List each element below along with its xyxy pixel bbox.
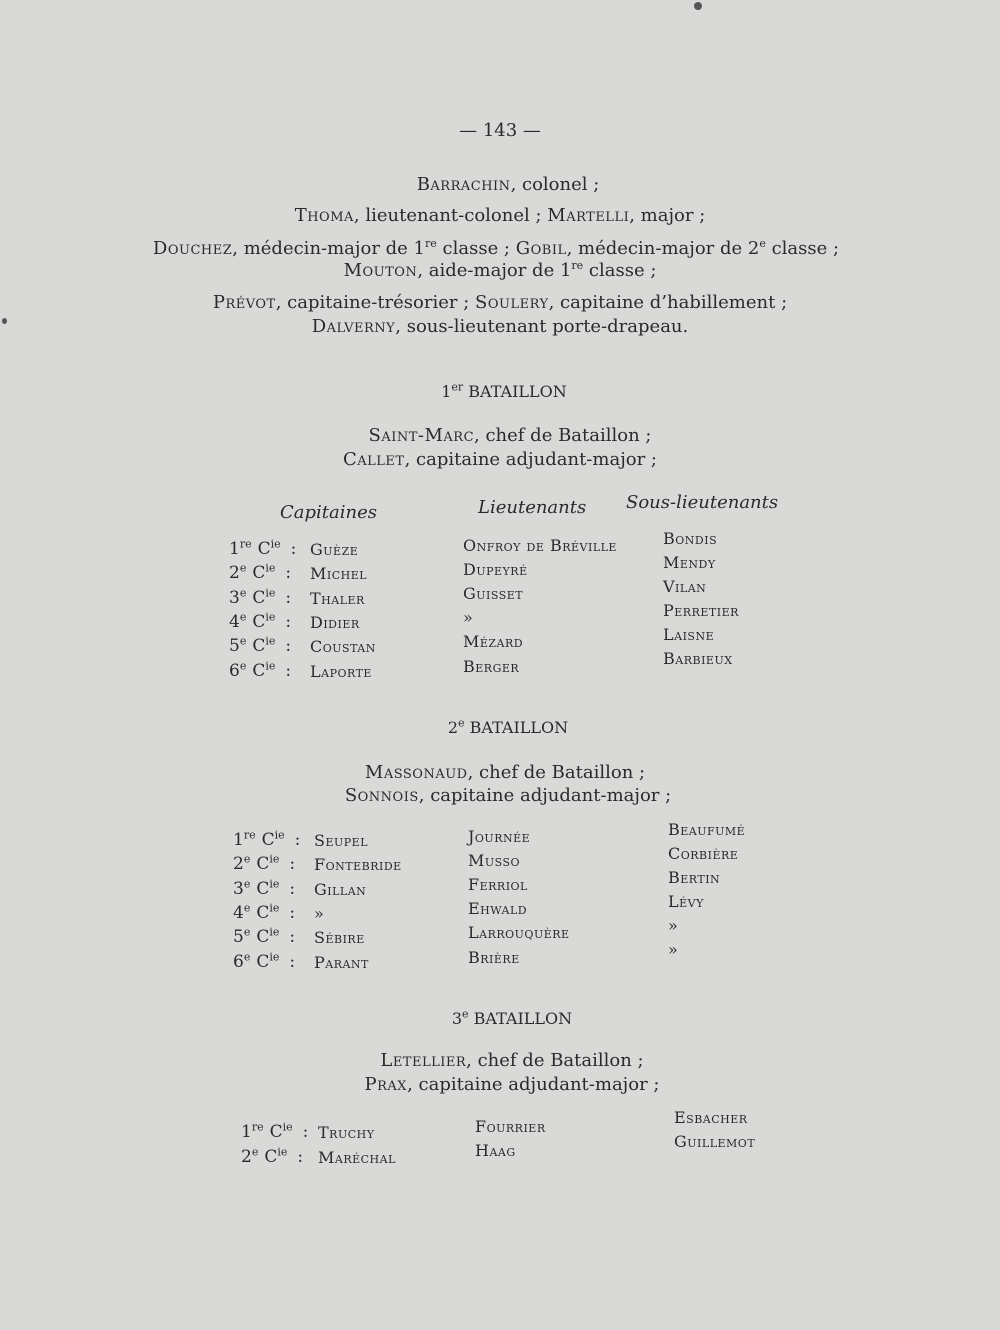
adjudant-line: Sonnois, capitaine adjudant-major ;	[344, 785, 672, 806]
sous-lieutenant-name: Beaufumé	[668, 820, 746, 839]
lieutenant-name: Ehwald	[468, 899, 528, 919]
company-label: 3e $C^{ie}$ :	[233, 876, 296, 899]
capitaine-name: Sébire	[314, 928, 365, 948]
capitaine-name: Seupel	[314, 831, 368, 850]
lieutenant-name: Larrouquère	[468, 923, 570, 943]
capitaine-name: Michel	[310, 564, 368, 584]
sous-lieutenant-name: Guillemot	[674, 1132, 756, 1152]
capitaine-name: Truchy	[318, 1123, 375, 1142]
chef-line: Massonaud, chef de Bataillon ;	[364, 762, 646, 783]
officer-name: Dalverny	[311, 316, 396, 337]
adjudant-line: Callet, capitaine adjudant-major ;	[342, 449, 657, 470]
chef-line: Saint-Marc, chef de Bataillon ;	[368, 425, 652, 446]
lieutenant-name: Guisset	[463, 584, 524, 604]
ink-spot	[694, 2, 702, 10]
sous-lieutenant-name: Bertin	[668, 868, 721, 887]
chef-line: Letellier, chef de Bataillon ;	[380, 1050, 644, 1071]
officer-name: Martelli	[547, 205, 630, 226]
adjudant-line: Prax, capitaine adjudant-major ;	[364, 1074, 660, 1095]
company-label: 2e $C^{ie}$ :	[229, 561, 292, 584]
officer-name: Barrachin	[416, 174, 511, 195]
section-title: 3e BATAILLON	[451, 1007, 573, 1028]
capitaine-name: Parant	[314, 952, 369, 972]
lieutenant-name: Berger	[463, 656, 520, 676]
lieutenant-name: Ferriol	[468, 875, 528, 895]
capitaine-name: Guèze	[310, 540, 359, 559]
company-label: 4e $C^{ie}$ :	[229, 610, 292, 632]
company-label: 1re $C^{ie}$ :	[233, 828, 301, 850]
officer-name: Prévot	[212, 292, 276, 313]
sous-lieutenant-name: »	[668, 940, 679, 959]
capitaine-name: Fontebride	[314, 855, 402, 875]
lieutenant-name: Haag	[475, 1141, 516, 1161]
officer-name: Thoma	[294, 205, 354, 226]
officer-name: Letellier	[380, 1050, 467, 1071]
company-label: 6e $C^{ie}$ :	[233, 949, 296, 972]
officer-name: Sonnois	[344, 785, 419, 806]
sous-lieutenant-name: Corbière	[668, 844, 739, 863]
officer-name: Callet	[342, 449, 405, 470]
officer-name: Massonaud	[364, 762, 468, 783]
sous-lieutenant-name: Perretier	[663, 601, 739, 620]
page-number: — 143 —	[459, 120, 541, 141]
company-label: 5e $C^{ie}$ :	[233, 925, 296, 948]
section-title: 2e BATAILLON	[447, 716, 569, 737]
staff-line-lieutenant-colonel: Thoma, lieutenant-colonel ; Martelli, major ;	[294, 205, 706, 226]
sous-lieutenant-name: Esbacher	[674, 1108, 748, 1127]
staff-line-tresorier: Prévot, capitaine-trésorier ; Soulery, capitaine d’habillement ;	[212, 292, 788, 313]
sous-lieutenant-name: Lévy	[668, 892, 704, 911]
company-label: 2e $C^{ie}$ :	[233, 852, 296, 875]
lieutenant-name: Onfroy de Bréville	[463, 536, 617, 555]
lieutenant-name: Mézard	[463, 632, 524, 652]
capitaine-name: Didier	[310, 612, 360, 632]
company-label: 6e $C^{ie}$ :	[229, 658, 292, 681]
column-header-sous-lieutenants: Sous-lieutenants	[626, 492, 779, 513]
sous-lieutenant-name: »	[668, 916, 679, 935]
officer-name: Gobil	[515, 238, 567, 259]
company-label: 5e $C^{ie}$ :	[229, 634, 292, 657]
capitaine-name: Gillan	[314, 879, 367, 899]
company-label: 1re $C^{ie}$ :	[229, 537, 297, 559]
staff-line-colonel: Barrachin, colonel ;	[416, 174, 600, 195]
column-header-capitaines: Capitaines	[280, 502, 377, 523]
lieutenant-name: Dupeyré	[463, 560, 528, 580]
sous-lieutenant-name: Laisne	[663, 625, 715, 644]
capitaine-name: Maréchal	[318, 1147, 396, 1167]
sous-lieutenant-name: Barbieux	[663, 649, 733, 668]
lieutenant-name: Fourrier	[475, 1117, 546, 1136]
staff-line-medecins: Douchez, médecin-major de 1re classe ; Gobil, médecin-major de 2e classe ;	[152, 237, 840, 259]
staff-line-porte-drapeau: Dalverny, sous-lieutenant porte-drapeau.	[311, 316, 689, 337]
company-label: 4e $C^{ie}$ :	[233, 901, 296, 923]
officer-name: Soulery	[475, 292, 549, 313]
capitaine-name: »	[314, 903, 325, 923]
section-title: 1er BATAILLON	[441, 380, 567, 401]
capitaine-name: Thaler	[310, 588, 365, 608]
lieutenant-name: Journée	[468, 827, 531, 846]
sous-lieutenant-name: Vilan	[663, 577, 707, 596]
capitaine-name: Laporte	[310, 661, 372, 681]
officer-name: Mouton	[343, 260, 418, 281]
sous-lieutenant-name: Mendy	[663, 553, 716, 572]
officer-name: Douchez	[152, 238, 233, 259]
lieutenant-name: Brière	[468, 947, 520, 967]
lieutenant-name: Musso	[468, 851, 521, 871]
company-label: 2e $C^{ie}$ :	[241, 1144, 304, 1167]
column-header-lieutenants: Lieutenants	[478, 497, 587, 518]
officer-name: Prax	[364, 1074, 408, 1095]
company-label: 3e $C^{ie}$ :	[229, 585, 292, 608]
officer-name: Saint-Marc	[368, 425, 475, 446]
capitaine-name: Coustan	[310, 637, 376, 657]
sous-lieutenant-name: Bondis	[663, 529, 718, 548]
lieutenant-name: »	[463, 608, 474, 628]
company-label: 1re $C^{ie}$ :	[241, 1120, 309, 1142]
staff-line-aide-major: Mouton, aide-major de 1re classe ;	[343, 259, 657, 281]
